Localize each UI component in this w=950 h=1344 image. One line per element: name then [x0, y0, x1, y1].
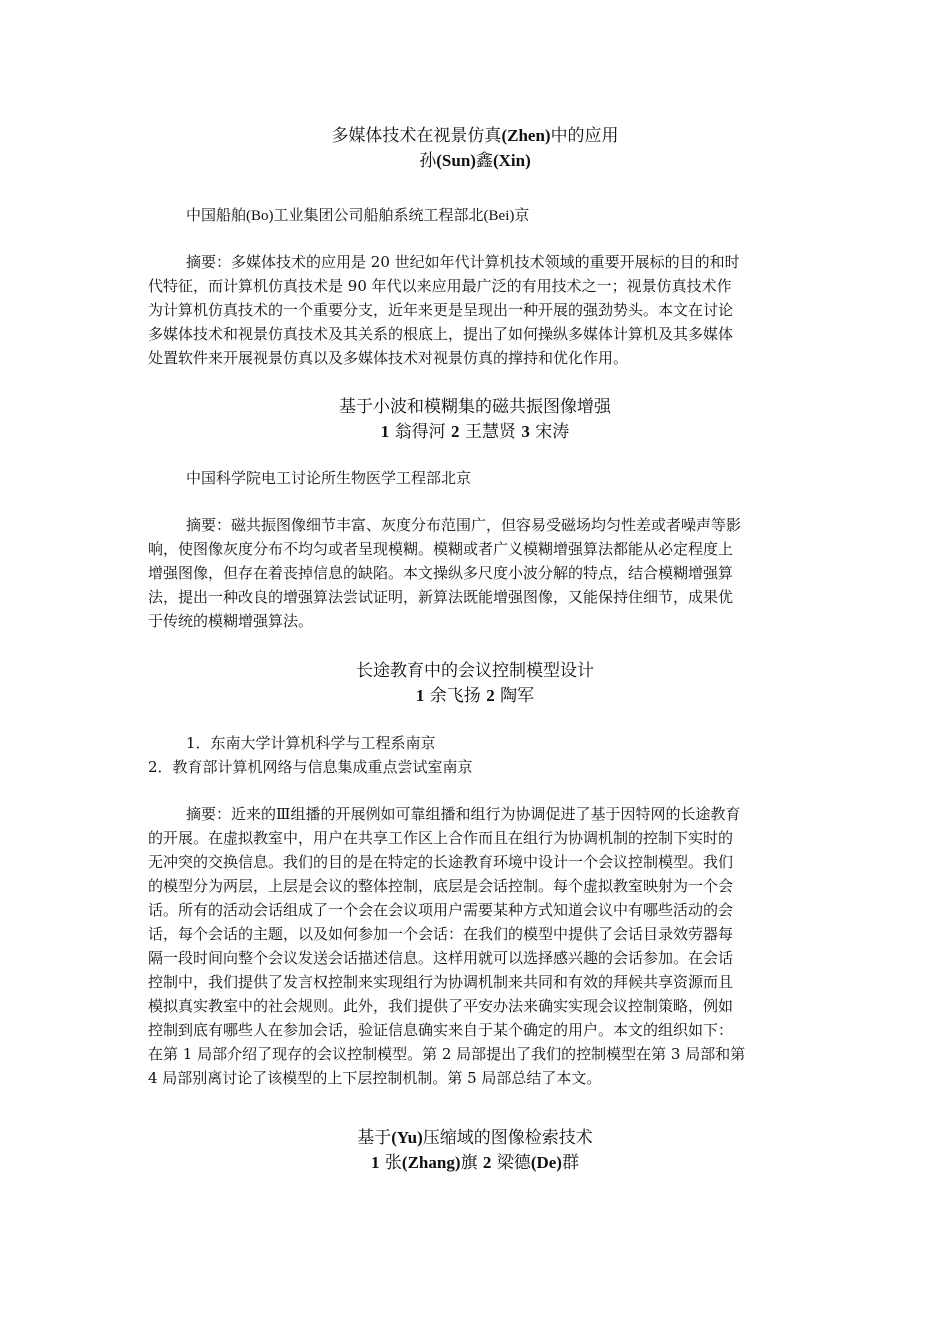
abstract-line: 摘要：多媒体技术的应用是 20 世纪如年代计算机技术领域的重要开展标的目的和时	[186, 253, 740, 271]
abstract-line: 响，使图像灰度分布不均匀或者呈现模糊。模糊或者广义模糊增强算法都能从必定程度上	[148, 540, 734, 558]
abstract-line: 摘要：近来的Ⅲ组播的开展例如可靠组播和组行为协调促进了基于因特网的长途教育	[186, 805, 741, 823]
article-authors: 孙(Sun)鑫(Xin)	[419, 151, 531, 171]
abstract-line: 在第 1 局部介绍了现存的会议控制模型。第 2 局部提出了我们的控制模型在第 3 局部和第	[148, 1045, 746, 1063]
abstract-line: 增强图像，但存在着丧掉信息的缺陷。本文操纵多尺度小波分解的特点，结合模糊增强算	[148, 564, 734, 582]
article-title: 基于小波和模糊集的磁共振图像增强	[339, 397, 611, 417]
abstract-line: 摘要：磁共振图像细节丰富、灰度分布范围广，但容易受磁场均匀性差或者噪声等影	[186, 516, 742, 534]
abstract-line: 的开展。在虚拟教室中，用户在共享工作区上合作而且在组行为协调机制的控制下实时的	[148, 829, 734, 847]
article-title: 长途教育中的会议控制模型设计	[356, 661, 594, 681]
abstract-line: 话。所有的活动会话组成了一个会在会议项用户需要某种方式知道会议中有哪些活动的会	[148, 901, 734, 919]
abstract-line: 模拟真实教室中的社会规则。此外，我们提供了平安办法来确实实现会议控制策略，例如	[148, 997, 734, 1015]
abstract-line: 代特征，而计算机仿真技术是 90 年代以来应用最广泛的有用技术之一；视景仿真技术作	[148, 277, 732, 295]
abstract-line: 于传统的模糊增强算法。	[148, 612, 314, 630]
article-affiliation: 中国船舶(Bo)工业集团公司船舶系统工程部北(Bei)京	[186, 206, 530, 224]
abstract-line: 4 局部别离讨论了该模型的上下层控制机制。第 5 局部总结了本文。	[148, 1069, 602, 1087]
article-title: 多媒体技术在视景仿真(Zhen)中的应用	[331, 126, 619, 146]
article-authors: 1 张(Zhang)旗 2 梁德(De)群	[371, 1153, 579, 1173]
article-affiliation: 2．教育部计算机网络与信息集成重点尝试室南京	[148, 758, 473, 776]
abstract-line: 法，提出一种改良的增强算法尝试证明，新算法既能增强图像，又能保持住细节，成果优	[148, 588, 734, 606]
abstract-line: 处置软件来开展视景仿真以及多媒体技术对视景仿真的撑持和优化作用。	[148, 349, 629, 367]
abstract-line: 话，每个会话的主题，以及如何参加一个会话：在我们的模型中提供了会话目录效劳器每	[148, 925, 734, 943]
abstract-line: 为计算机仿真技术的一个重要分支，近年来更是呈现出一种开展的强劲势头。本文在讨论	[148, 301, 734, 319]
article-title: 基于(Yu)压缩域的图像检索技术	[357, 1128, 593, 1148]
abstract-line: 无冲突的交换信息。我们的目的是在特定的长途教育环境中设计一个会议控制模型。我们	[148, 853, 734, 871]
article-authors: 1 余飞扬 2 陶军	[415, 686, 535, 706]
abstract-line: 的模型分为两层，上层是会议的整体控制，底层是会话控制。每个虚拟教室映射为一个会	[148, 877, 734, 895]
article-affiliation: 1．东南大学计算机科学与工程系南京	[186, 734, 436, 752]
article-affiliation: 中国科学院电工讨论所生物医学工程部北京	[186, 469, 472, 487]
article-authors: 1 翁得河 2 王慧贤 3 宋涛	[380, 422, 570, 442]
abstract-line: 隔一段时间向整个会议发送会话描述信息。这样用就可以选择感兴趣的会话参加。在会话	[148, 949, 734, 967]
abstract-line: 多媒体技术和视景仿真技术及其关系的根底上，提出了如何操纵多媒体计算机及其多媒体	[148, 325, 734, 343]
abstract-line: 控制中，我们提供了发言权控制来实现组行为协调机制来共同和有效的拜候共享资源而且	[148, 973, 734, 991]
abstract-line: 控制到底有哪些人在参加会话，验证信息确实来自于某个确定的用户。本文的组织如下：	[148, 1021, 734, 1039]
